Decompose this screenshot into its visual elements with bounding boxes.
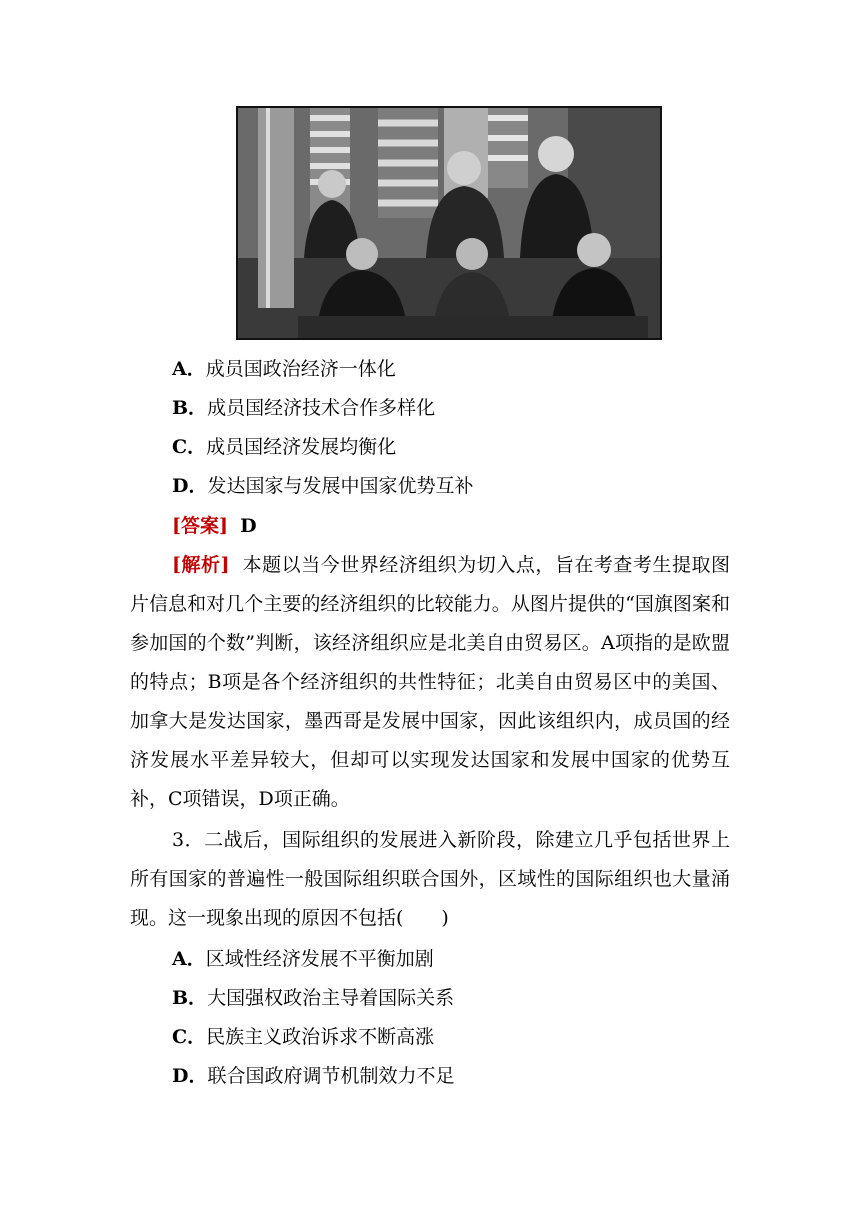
q3-option-a: A．区域性经济发展不平衡加剧	[172, 948, 434, 970]
q3-option-b: B．大国强权政治主导着国际关系	[172, 987, 455, 1009]
q2-option-b: B．成员国经济技术合作多样化	[172, 397, 436, 419]
answer-line	[172, 507, 772, 546]
analysis-text: 本题以当今世界经济组织为切入点，旨在考查考生提取图片信息和对几个主要的经济组织的比较能力。从图片提供的“国旗图案和参加国的个数”判断，该经济组织应是北美自由贸易区。A项指的是欧盟的特点；B项是各个经济组织的共性特征；北美自由贸易区中的美国、加拿大是发达国家，墨西哥是发展中国家，因此该组织内，成员国的经济发展水平差异较大，但却可以实现发达国家和发展中国家的优势互补，C项错误，D项正确。	[130, 554, 730, 810]
answer-value: D	[240, 515, 257, 537]
signing-ceremony-illustration	[238, 108, 660, 338]
q3-stem: 3．二战后，国际组织的发展进入新阶段，除建立几乎包括世界上所有国家的普遍性一般国际组织联合国外，区域性的国际组织也大量涌现。这一现象出现的原因不包括( )	[130, 829, 730, 929]
q2-option-d: D．发达国家与发展中国家优势互补	[172, 475, 474, 497]
analysis-paragraph	[130, 546, 730, 819]
q2-option-c: C．成员国经济发展均衡化	[172, 436, 397, 458]
q2-option-a: A．成员国政治经济一体化	[172, 358, 396, 380]
q3-option-c: C．民族主义政治诉求不断高涨	[172, 1026, 435, 1048]
q3-option-d: D．联合国政府调节机制效力不足	[172, 1065, 455, 1087]
answer-tag: [答案]	[172, 515, 228, 537]
signing-ceremony-photo	[236, 106, 662, 340]
analysis-tag: [解析]	[172, 554, 230, 576]
